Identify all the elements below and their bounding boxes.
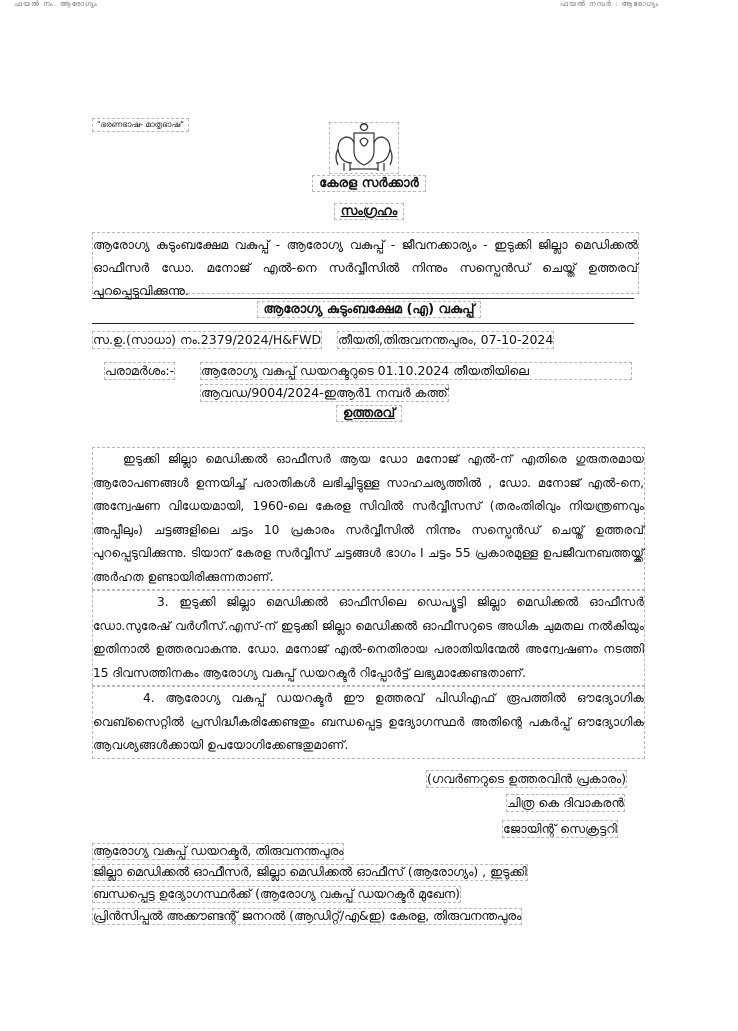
reference-line-1: ആരോഗ്യ വകുപ്പ് ഡയറക്ടറുടെ 01.10.2024 തീയതിയിലെ — [200, 362, 632, 380]
abstract-text: ആരോഗ്യ കുടുംബക്ഷേമ വകുപ്പ് - ആരോഗ്യ വകുപ്പ് - ജീവനക്കാര്യം - ഇടുക്കി ജില്ലാ മെഡിക്കൽ ഓഫീസർ ഡോ. മനോജ് എൽ-നെ സർവ്വീസിൽ നിന്നും സസ്പെൻഡ് ചെയ്ത് ഉത്തരവ് പുറപ്പെടുവിക്കുന്നു. — [92, 232, 639, 294]
divider-bottom — [92, 323, 634, 324]
paragraph-1: ഇടുക്കി ജില്ലാ മെഡിക്കൽ ഓഫീസർ ആയ ഡോ മനോജ് എൽ-ന് എതിരെ ഗുരുതരമായ ആരോപണങ്ങൾ ഉന്നയിച്ച് പരാതികൾ ലഭിച്ചിട്ടുള്ള സാഹചര്യത്തിൽ , ഡോ. മനോജ് എൽ-നെ, അന്വേഷണ വിധേയമായി, 1960-ലെ കേരള സിവിൽ സർവ്വീസസ് (തരംതിരിവും നിയന്ത്രണവും അപ്പീലും) ചട്ടങ്ങളിലെ ചട്ടം 10 പ്രകാരം സർവ്വീസിൽ നിന്നും സസ്പെൻഡ് ചെയ്ത് ഉത്തരവ് പുറപ്പെടുവിക്കുന്നു. ടിയാന് കേരള സർവ്വീസ് ചട്ടങ്ങൾ ഭാഗം I ചട്ടം 55 പ്രകാരമുള്ള ഉപജീവനബത്തയ്ക്ക് അർഹത ഉണ്ടായിരിക്കുന്നതാണ്. — [92, 447, 645, 590]
abstract-label — [0, 204, 738, 219]
abstract-label-text: സംഗ്രഹം — [334, 203, 405, 220]
order-body — [92, 447, 645, 759]
reference-line-2: ആവഡ/9004/2024-ഇആർ1 നമ്പർ കത്ത് — [201, 385, 448, 400]
copy-to-item: പ്രിൻസിപ്പൽ അക്കൗണ്ടന്റ് ജനറൽ (ആഡിറ്റ്/എ&ഇ) കേരള, തിരുവനന്തപുരം — [93, 909, 522, 923]
copy-to-item: ബന്ധപ്പെട്ട ഉദ്യോഗസ്ഥർക്ക് (ആരോഗ്യ വകുപ്പ് ഡയറക്ടർ മുഖേന) — [93, 887, 460, 901]
order-heading — [0, 406, 738, 421]
motto: "ഭരണഭാഷ- മാതൃഭാഷ" — [92, 118, 189, 132]
header-fragment-left: ഫയൽ നം. ആരോഗ്യം — [14, 0, 98, 8]
order-number: സ.ഉ.(സാധാ) നം.2379/2024/H&FWD — [93, 332, 322, 347]
department-title-text: ആരോഗ്യ കുടുംബക്ഷേമ (എ) വകുപ്പ് — [257, 301, 482, 318]
government-title — [0, 176, 738, 191]
paragraph-4: 4. ആരോഗ്യ വകുപ്പ് ഡയറക്ടർ ഈ ഉത്തരവ് പിഡിഎഫ് രൂപത്തിൽ ഔദ്യോഗിക വെബ്സൈറ്റിൽ പ്രസിദ്ധീകരിക്കേണ്ടതും ബന്ധപ്പെട്ട ഉദ്യോഗസ്ഥർ അതിന്റെ പകർപ്പ് ഔദ്യോഗിക ആവശ്യങ്ങൾക്കായി ഉപയോഗിക്കേണ്ടതുമാണ്. — [92, 686, 645, 759]
header-fragment-right: ഫയൽ നമ്പർ : ആരോഗ്യം — [560, 0, 660, 8]
signature-name: ചിത്ര കെ ദിവാകരൻ — [507, 795, 624, 810]
order-heading-text: ഉത്തരവ് — [336, 405, 402, 422]
government-title-text: കേരള സർക്കാർ — [312, 175, 425, 192]
signature-designation: ജോയിന്റ് സെക്രട്ടറി — [503, 821, 617, 836]
order-date: തീയതി,തിരുവനന്തപുരം, 07-10-2024 — [338, 332, 554, 347]
divider-top — [92, 298, 634, 299]
copy-to-item: ജില്ലാ മെഡിക്കൽ ഓഫീസർ, ജില്ലാ മെഡിക്കൽ ഓഫീസ് (ആരോഗ്യം) , ഇടുക്കി — [93, 865, 527, 879]
paragraph-3: 3. ഇടുക്കി ജില്ലാ മെഡിക്കൽ ഓഫീസിലെ ഡെപ്യൂട്ടി ജില്ലാ മെഡിക്കൽ ഓഫീസർ ഡോ.സുരേഷ് വർഗീസ്.എസ്-ന് ഇടുക്കി ജില്ലാ മെഡിക്കൽ ഓഫീസറുടെ അധിക ചുമതല നൽകിയും ഇതിനാൽ ഉത്തരവാകുന്നു. ഡോ. മനോജ് എൽ-നെതിരായ പരാതിയിന്മേൽ അന്വേഷണം നടത്തി 15 ദിവസത്തിനകം ആരോഗ്യ വകുപ്പ് ഡയറക്ടർ റിപ്പോർട്ട് ലഭ്യമാക്കേണ്ടതാണ്. — [92, 590, 645, 686]
copy-to-item: ആരോഗ്യ വകുപ്പ് ഡയറക്ടർ, തിരുവനന്തപുരം — [93, 844, 344, 858]
reference-label: പരാമർശം:- — [105, 363, 175, 378]
department-title — [0, 302, 738, 317]
signature-authority: (ഗവർണറുടെ ഉത്തരവിൻ പ്രകാരം) — [427, 771, 627, 786]
state-emblem-icon — [329, 122, 399, 174]
